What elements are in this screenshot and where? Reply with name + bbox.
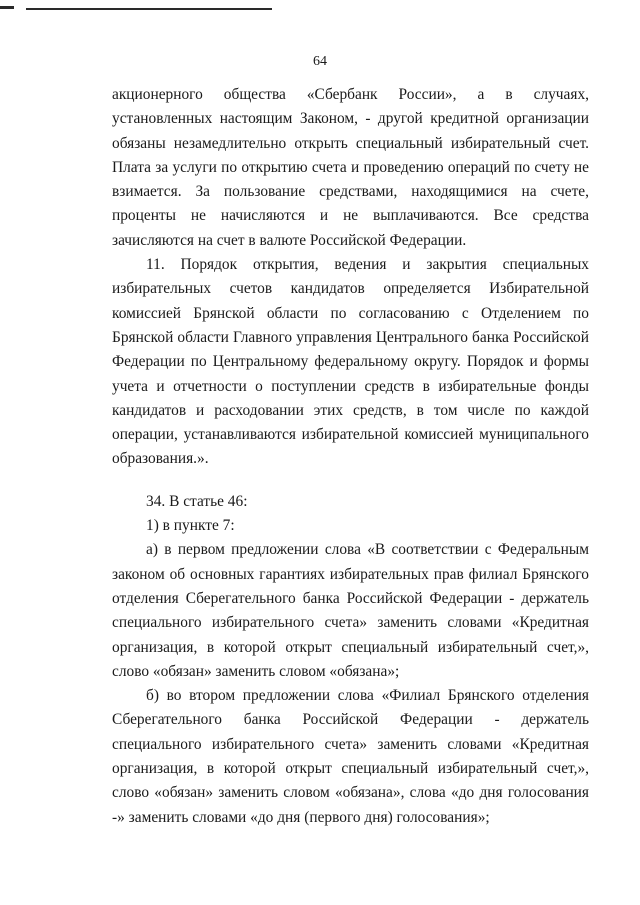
paragraph-subitem-a: а) в первом предложении слова «В соответствии с Федеральным законом об основных гарантиях избирательных прав филиал Брянского отделения Сберегательного банка Российской Федерации - держатель специального избирательного счета» заменить словами «Кредитная организация, в которой открыт специальный избирательный счет,», слово «обязан» заменить словом «обязана»;: [112, 541, 589, 680]
scan-edge-mark: [0, 6, 14, 9]
document-body: [112, 83, 589, 830]
paragraph-34-article-46: 34. В статье 46:: [146, 492, 248, 510]
page-number: 64: [313, 54, 327, 69]
paragraph-sberbank-account: акционерного общества «Сбербанк России», а в случаях, установленных настоящим Законом, - другой кредитной организации обязаны незамедлительно открыть специальный избирательный счет. Плата за услуги по открытию счета и проведению операций по счету не взимается. За пользование средствами, находящимися на счете, проценты не начисляются и не выплачиваются. Все средства зачисляются на счет в валюте Российской Федерации.: [112, 86, 589, 249]
paragraph-point-7: 1) в пункте 7:: [146, 517, 235, 535]
paragraph-11-account-procedure: 11. Порядок открытия, ведения и закрытия специальных избирательных счетов кандидатов определяется Избирательной комиссией Брянской области по согласованию с Отделением по Брянской области Главного управления Центрального банка Российской Федерации по Центральному федеральному округу. Порядок и формы учета и отчетности о поступлении средств в избирательные фонды кандидатов и расходовании этих средств, в том числе по каждой операции, устанавливаются избирательной комиссией муниципального образования.».: [112, 256, 589, 468]
scan-header-rule: [26, 8, 272, 10]
paragraph-subitem-b: б) во втором предложении слова «Филиал Брянского отделения Сберегательного банка Российской Федерации - держатель специального избирательного счета» заменить словами «Кредитная организация, в которой открыт специальный избирательный счет,», слово «обязан» заменить словом «обязана», слова «до дня голосования -» заменить словами «до дня (первого дня) голосования»;: [112, 687, 589, 826]
